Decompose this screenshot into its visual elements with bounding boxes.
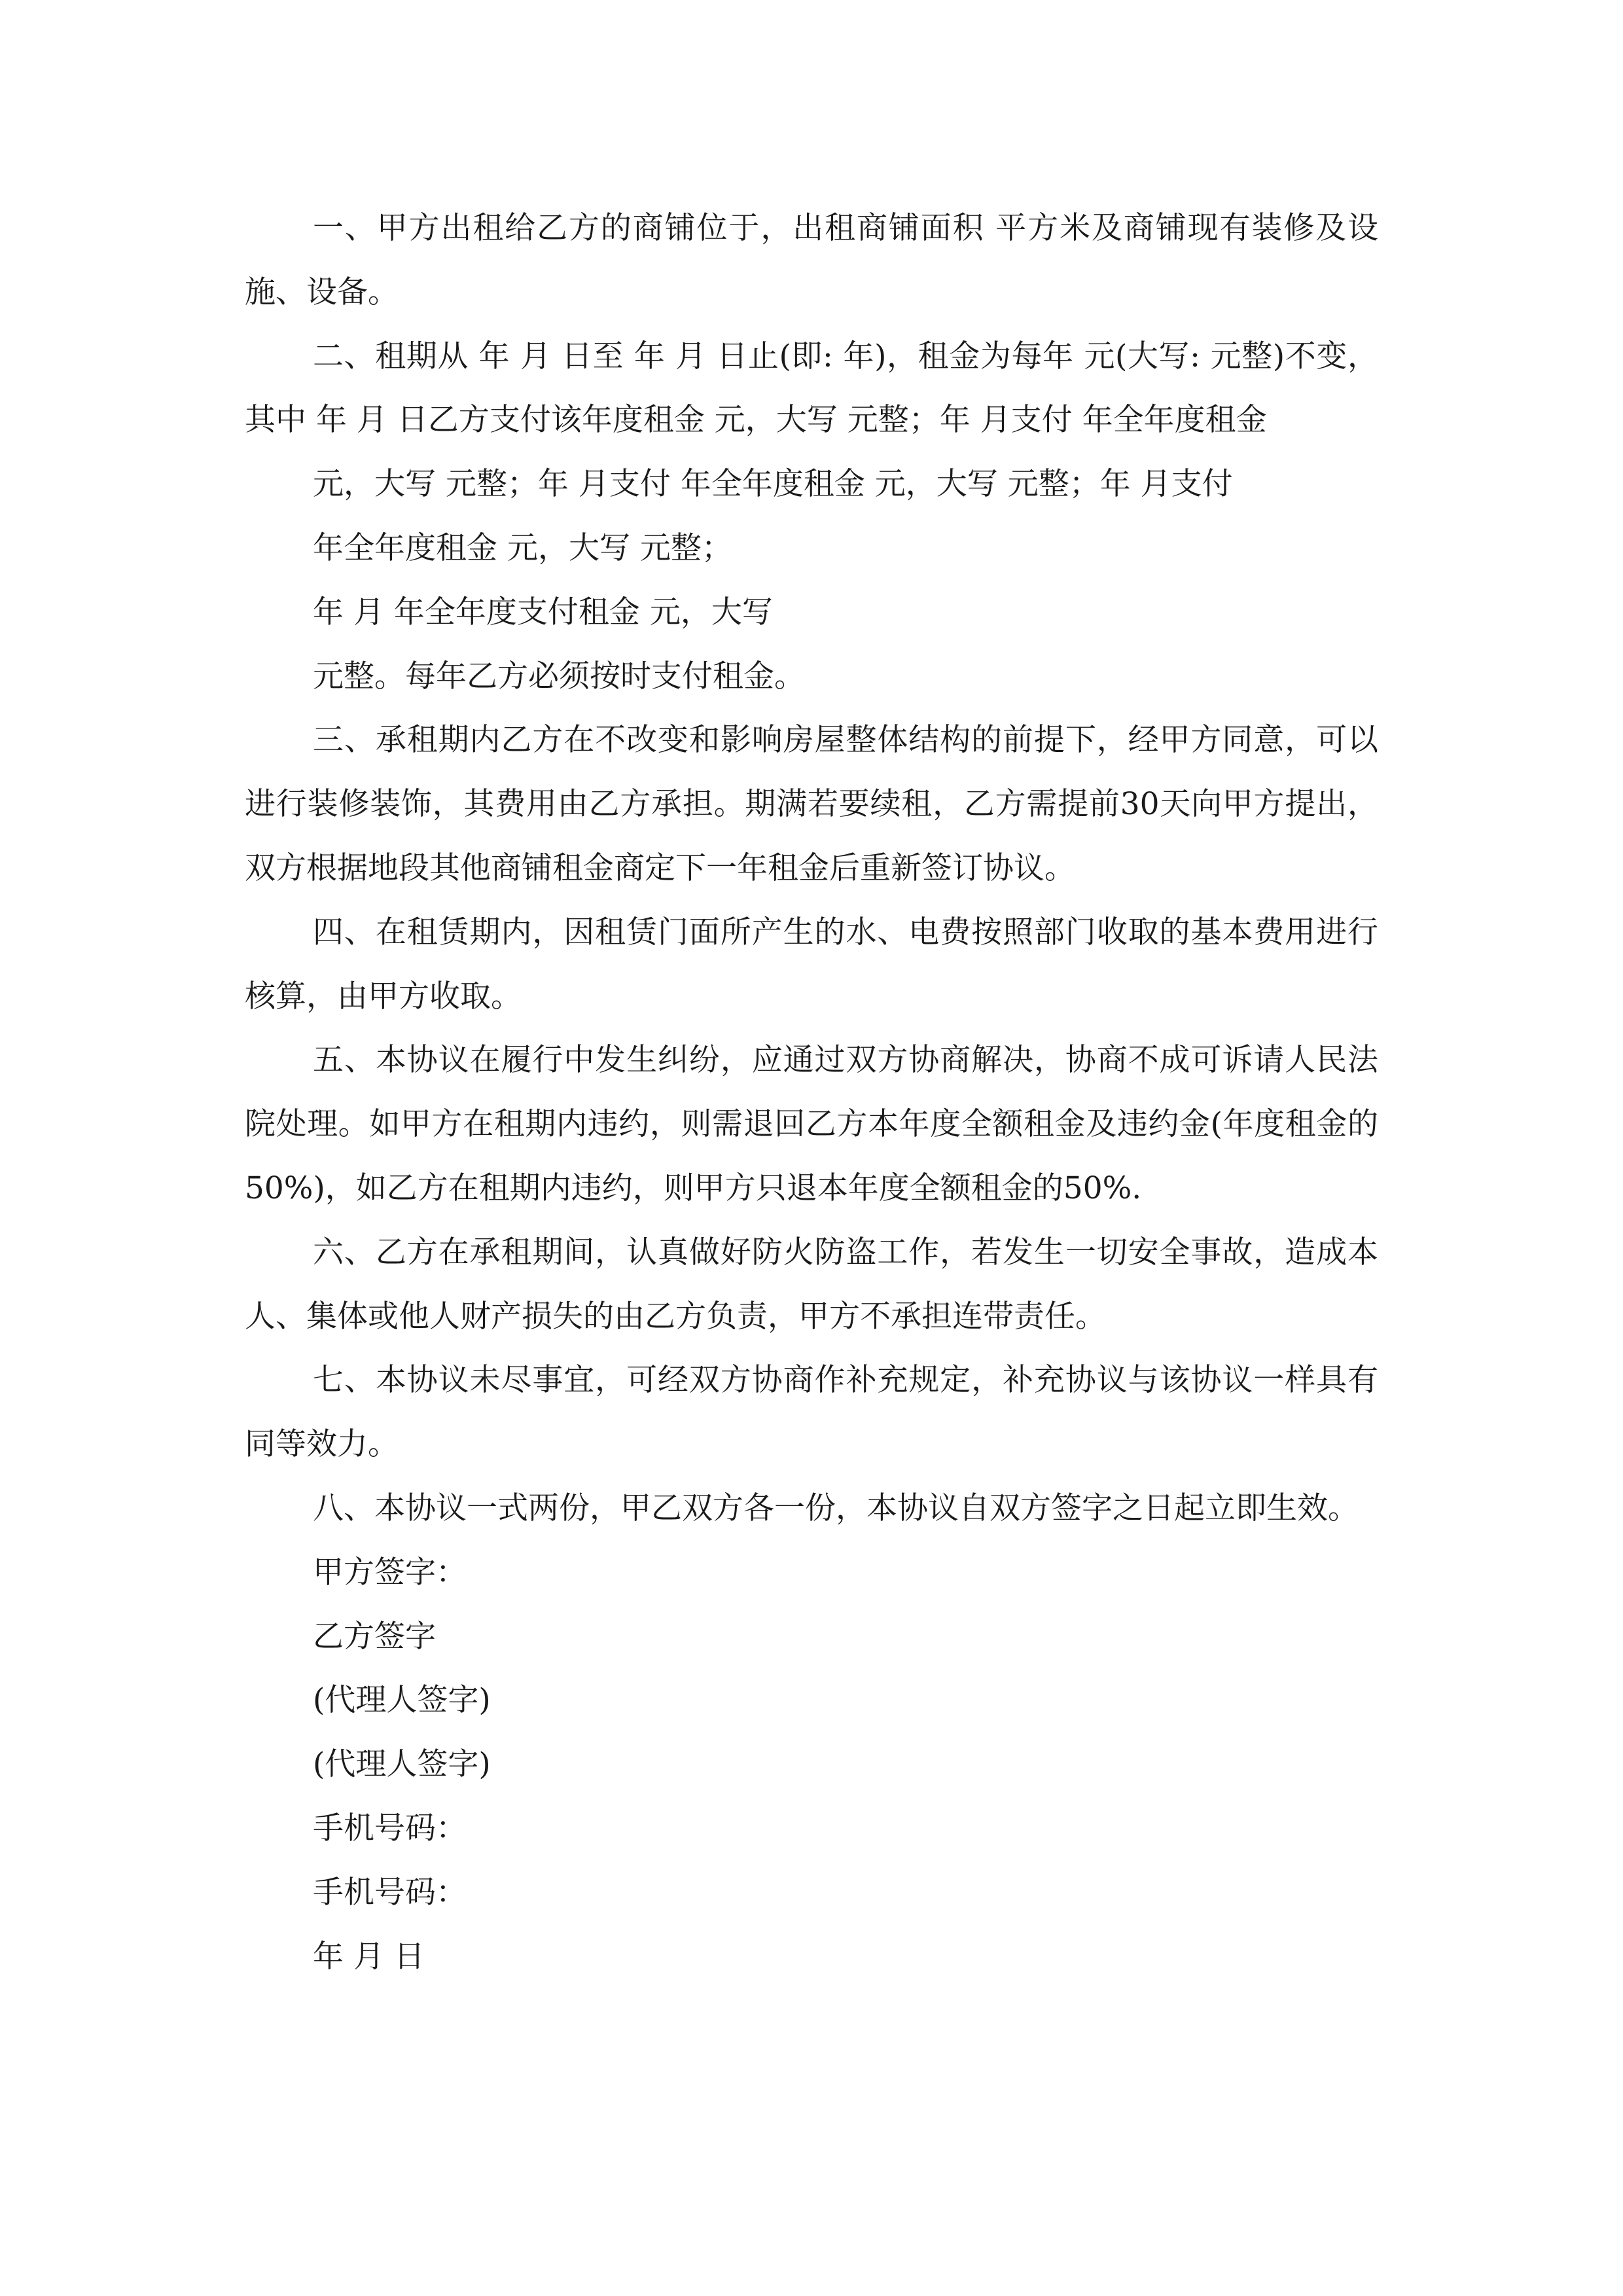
- rent-schedule-line-1: 元，大写 元整；年 月支付 年全年度租金 元，大写 元整；年 月支付: [313, 466, 1233, 503]
- party-a-signature: 甲方签字：: [313, 1554, 467, 1590]
- clause-8: 八、本协议一式两份，甲乙双方各一份，本协议自双方签字之日起立即生效。: [313, 1490, 1359, 1526]
- clause-1: 一、甲方出租给乙方的商铺位于，出租商铺面积 平方米及商铺现有装修及设施、设备。: [245, 210, 1378, 310]
- clause-5: 五、本协议在履行中发生纠纷，应通过双方协商解决，协商不成可诉请人民法院处理。如甲方在租期内违约，则需退回乙方本年度全额租金及违约金(年度租金的50%)，如乙方在租期内违约，则甲方只退本年度全额租金的50%.: [245, 1042, 1378, 1206]
- party-b-signature: 乙方签字: [313, 1618, 436, 1655]
- rent-schedule-line-4: 元整。每年乙方必须按时支付租金。: [313, 658, 805, 694]
- party-b-phone: 手机号码：: [313, 1874, 467, 1910]
- agent-a-signature: (代理人签字): [313, 1682, 491, 1719]
- rent-schedule-line-2: 年全年度租金 元，大写 元整；: [313, 529, 732, 566]
- clause-4: 四、在租赁期内，因租赁门面所产生的水、电费按照部门收取的基本费用进行核算，由甲方收取。: [245, 914, 1378, 1014]
- clause-6: 六、乙方在承租期间，认真做好防火防盗工作，若发生一切安全事故，造成本人、集体或他人财产损失的由乙方负责，甲方不承担连带责任。: [245, 1234, 1378, 1335]
- signing-date: 年 月 日: [313, 1938, 425, 1975]
- party-a-phone: 手机号码：: [313, 1810, 467, 1846]
- agent-b-signature: (代理人签字): [313, 1746, 491, 1783]
- clause-3: 三、承租期内乙方在不改变和影响房屋整体结构的前提下，经甲方同意，可以进行装修装饰，其费用由乙方承担。期满若要续租，乙方需提前30天向甲方提出，双方根据地段其他商铺租金商定下一年租金后重新签订协议。: [245, 722, 1378, 886]
- clause-2: 二、租期从 年 月 日至 年 月 日止(即: 年)，租金为每年 元(大写: 元整)不变，其中 年 月 日乙方支付该年度租金 元，大写 元整；年 月支付 年全年度租金: [245, 338, 1378, 439]
- clause-7: 七、本协议未尽事宜，可经双方协商作补充规定，补充协议与该协议一样具有同等效力。: [245, 1362, 1378, 1463]
- rent-schedule-line-3: 年 月 年全年度支付租金 元，大写: [313, 594, 773, 630]
- document-body: [245, 196, 1378, 1988]
